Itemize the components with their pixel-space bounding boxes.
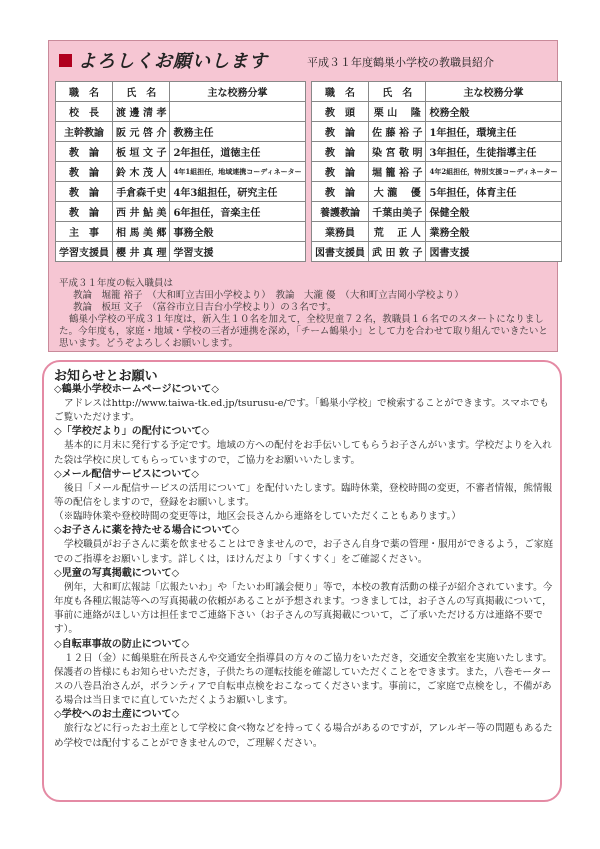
staff-duty-cell: 図書支援 bbox=[426, 242, 561, 262]
staff-name-cell: 相 馬 美 郷 bbox=[113, 222, 170, 242]
section-heading: ◇鶴巣小学校ホームページについて◇ bbox=[54, 384, 219, 395]
col-duty-header: 主な校務分掌 bbox=[170, 82, 305, 102]
section-text: 後日「メール配信サービスの活用について」を配付いたします。臨時休業，登校時間の変更，不審者情報，熊情報等の配信をしますので，登録をお願いします。 bbox=[54, 482, 553, 509]
staff-duty-cell: 業務全般 bbox=[426, 222, 561, 242]
staff-role-cell: 養護教論 bbox=[312, 202, 369, 222]
staff-role-cell: 教 論 bbox=[312, 162, 369, 182]
table-row bbox=[312, 162, 562, 182]
staff-duty-cell: 1年担任，環境主任 bbox=[426, 122, 561, 142]
staff-duty-cell: 学習支援 bbox=[170, 242, 305, 262]
transfer-info bbox=[59, 278, 553, 350]
col-duty-header: 主な校務分掌 bbox=[426, 82, 561, 102]
staff-duty-cell: 校務全般 bbox=[426, 102, 561, 122]
staff-duty-cell: 4年1組担任，地域連携コーディネーター bbox=[170, 162, 305, 182]
staff-role-cell: 教 論 bbox=[56, 162, 113, 182]
staff-role-cell: 主幹教諭 bbox=[56, 122, 113, 142]
table-row bbox=[312, 242, 562, 262]
staff-duty-cell: 3年担任，生徒指導主任 bbox=[426, 142, 561, 162]
staff-duty-cell: 4年2組担任，特別支援コーディネーター bbox=[426, 162, 561, 182]
notice-section bbox=[54, 425, 554, 467]
staff-name-cell: 堀 籠 裕 子 bbox=[369, 162, 426, 182]
staff-intro-box bbox=[48, 40, 558, 352]
notice-title: お知らせとお願い bbox=[54, 369, 158, 384]
staff-role-cell: 主 事 bbox=[56, 222, 113, 242]
notice-section bbox=[54, 524, 554, 566]
staff-name-cell: 千葉由美子 bbox=[369, 202, 426, 222]
col-name-header: 氏 名 bbox=[369, 82, 426, 102]
transfer-line: 教論 堀籠 裕子 （大和町立吉田小学校より） 教論 大瀧 優 （大和町立吉岡小学校より） bbox=[73, 290, 464, 301]
section-heading: ◇メール配信サービスについて◇ bbox=[54, 468, 199, 480]
table-row bbox=[56, 102, 306, 122]
staff-duty-cell bbox=[170, 102, 305, 122]
staff-role-cell: 教 論 bbox=[312, 182, 369, 202]
intro-paragraph: 鶴巣小学校の平成３１年度は，新入生１０名を加えて，全校児童７２名，教職員１６名でのスタートになりました。今年度も，家庭・地域・学校の三者が連携を深め，「チーム鶴巣小」として力を合わせて取り組んでいきたいと思います。どうぞよろしくお願いします。 bbox=[59, 314, 548, 349]
table-row bbox=[56, 182, 306, 202]
section-heading: ◇自転車事故の防止について◇ bbox=[54, 638, 190, 650]
notice-section bbox=[54, 708, 554, 750]
notice-box bbox=[42, 360, 562, 802]
staff-role-cell: 業務員 bbox=[312, 222, 369, 242]
staff-duty-cell: 4年3組担任，研究主任 bbox=[170, 182, 305, 202]
table-row bbox=[56, 202, 306, 222]
staff-name-cell: 荒 正 人 bbox=[369, 222, 426, 242]
staff-intro-header bbox=[59, 47, 268, 73]
staff-name-cell: 鈴 木 茂 人 bbox=[113, 162, 170, 182]
staff-name-cell: 阪 元 啓 介 bbox=[113, 122, 170, 142]
section-text: 基本的に月末に発行する予定です。地域の方への配付をお手伝いしてもらうお子さんがいます。学校だよりを入れた袋は学校に戻してもらっていますので，ご協力をお願いいたします。 bbox=[54, 440, 552, 466]
section-note: （※臨時休業や登校時間の変更等は，地区会長さんから連絡をしていただくこともあります。） bbox=[54, 511, 461, 523]
section-text: 旅行などに行ったお土産として学校に食べ物などを持ってくる場合があるのですが，アレルギー等の問題もあるため学校では配付することができませんので，ご理解ください。 bbox=[54, 723, 553, 749]
section-text: アドレスはhttp://www.taiwa-tk.ed.jp/tsurusu-e/です。「鶴巣小学校」で検索することができます。スマホでもご覧いただけます。 bbox=[54, 398, 549, 424]
staff-duty-cell: 事務全般 bbox=[170, 222, 305, 242]
col-name-header: 氏 名 bbox=[113, 82, 170, 102]
section-text: 学校職員がお子さんに薬を飲ませることはできませんので，お子さん自身で薬の管理・服用ができるよう，ご家庭でのご指導をお願いします。詳しくは，ほけんだより「すくすく」をご確認ください。 bbox=[54, 539, 554, 565]
col-role-header: 職 名 bbox=[312, 82, 369, 102]
staff-name-cell: 渡 邊 清 孝 bbox=[113, 102, 170, 122]
staff-duty-cell: 2年担任，道徳主任 bbox=[170, 142, 305, 162]
staff-name-cell: 手倉森千史 bbox=[113, 182, 170, 202]
staff-name-cell: 板 垣 文 子 bbox=[113, 142, 170, 162]
notice-section bbox=[54, 383, 554, 425]
table-row bbox=[56, 162, 306, 182]
staff-duty-cell: 教務主任 bbox=[170, 122, 305, 142]
table-row bbox=[56, 222, 306, 242]
col-role-header: 職 名 bbox=[56, 82, 113, 102]
staff-role-cell: 教 論 bbox=[312, 142, 369, 162]
notice-section bbox=[54, 638, 554, 709]
table-header-row bbox=[56, 82, 306, 102]
transfer-line: 教論 板垣 文子 （富谷市立日吉台小学校より）の３名です。 bbox=[73, 302, 337, 313]
staff-role-cell: 教 論 bbox=[56, 202, 113, 222]
table-row bbox=[312, 142, 562, 162]
staff-role-cell: 教 頭 bbox=[312, 102, 369, 122]
section-heading: ◇お子さんに薬を持たせる場合について◇ bbox=[54, 525, 240, 537]
notice-section bbox=[54, 468, 554, 525]
staff-role-cell: 教 論 bbox=[56, 182, 113, 202]
staff-role-cell: 教 論 bbox=[56, 142, 113, 162]
staff-table-left bbox=[55, 81, 306, 262]
transfer-line: 平成３１年度の転入職員は bbox=[59, 278, 174, 289]
staff-role-cell: 校 長 bbox=[56, 102, 113, 122]
staff-duty-cell: 5年担任，体育主任 bbox=[426, 182, 561, 202]
staff-name-cell: 櫻 井 真 理 bbox=[113, 242, 170, 262]
staff-name-cell: 大 瀧 優 bbox=[369, 182, 426, 202]
staff-name-cell: 染 宮 敬 明 bbox=[369, 142, 426, 162]
table-row bbox=[312, 122, 562, 142]
staff-name-cell: 武 田 敦 子 bbox=[369, 242, 426, 262]
section-heading: ◇学校へのお土産について◇ bbox=[54, 709, 180, 721]
staff-name-cell: 栗 山 隆 bbox=[369, 102, 426, 122]
staff-role-cell: 学習支援員 bbox=[56, 242, 113, 262]
section-text: １２日（金）に鶴巣駐在所長さんや交通安全指導員の方々のご協力をいただき，交通安全教室を実施いたします。保護者の皆様にもお知らせいただき，子供たちの運転技能を確認していただくことをできます。また，八巻モータースの八巻昌治さんが，ボランティアで自転車点検をおこなってくださいます。事前に，ご家庭で点検をし，不備がある場合は当日までに直していただくようお願いします。 bbox=[54, 652, 553, 707]
section-heading: ◇児童の写真掲載について◇ bbox=[54, 567, 180, 579]
notice-section bbox=[54, 567, 554, 638]
table-row bbox=[312, 102, 562, 122]
staff-name-cell: 西 井 鮎 美 bbox=[113, 202, 170, 222]
table-row bbox=[56, 142, 306, 162]
table-row bbox=[312, 222, 562, 242]
staff-name-cell: 佐 藤 裕 子 bbox=[369, 122, 426, 142]
staff-duty-cell: 保健全般 bbox=[426, 202, 561, 222]
section-heading: ◇「学校だより」の配付について◇ bbox=[54, 426, 210, 438]
staff-duty-cell: 6年担任，音楽主任 bbox=[170, 202, 305, 222]
section-text: 例年，大和町広報誌「広報たいわ」や「たいわ町議会便り」等で，本校の教育活動の様子が紹介されています。今年度も各種広報誌等への写真掲載の依頼があることが予想されます。つきましては，お子さんの写真掲載について，事前に連絡がほしい方は担任までご連絡下さい（お子さんの写真掲載について，ご了承いただける方は連絡不要です）。 bbox=[54, 581, 553, 636]
staff-role-cell: 図書支援員 bbox=[312, 242, 369, 262]
table-row bbox=[312, 202, 562, 222]
page-title: よろしくお願いします bbox=[78, 51, 268, 72]
page-subtitle: 平成３１年度鶴巣小学校の教職員紹介 bbox=[307, 56, 494, 69]
table-row bbox=[56, 242, 306, 262]
square-bullet-icon bbox=[59, 54, 72, 67]
staff-role-cell: 教 論 bbox=[312, 122, 369, 142]
table-row bbox=[56, 122, 306, 142]
table-header-row bbox=[312, 82, 562, 102]
notice-body bbox=[54, 383, 554, 751]
table-row bbox=[312, 182, 562, 202]
staff-table-right bbox=[311, 81, 562, 262]
